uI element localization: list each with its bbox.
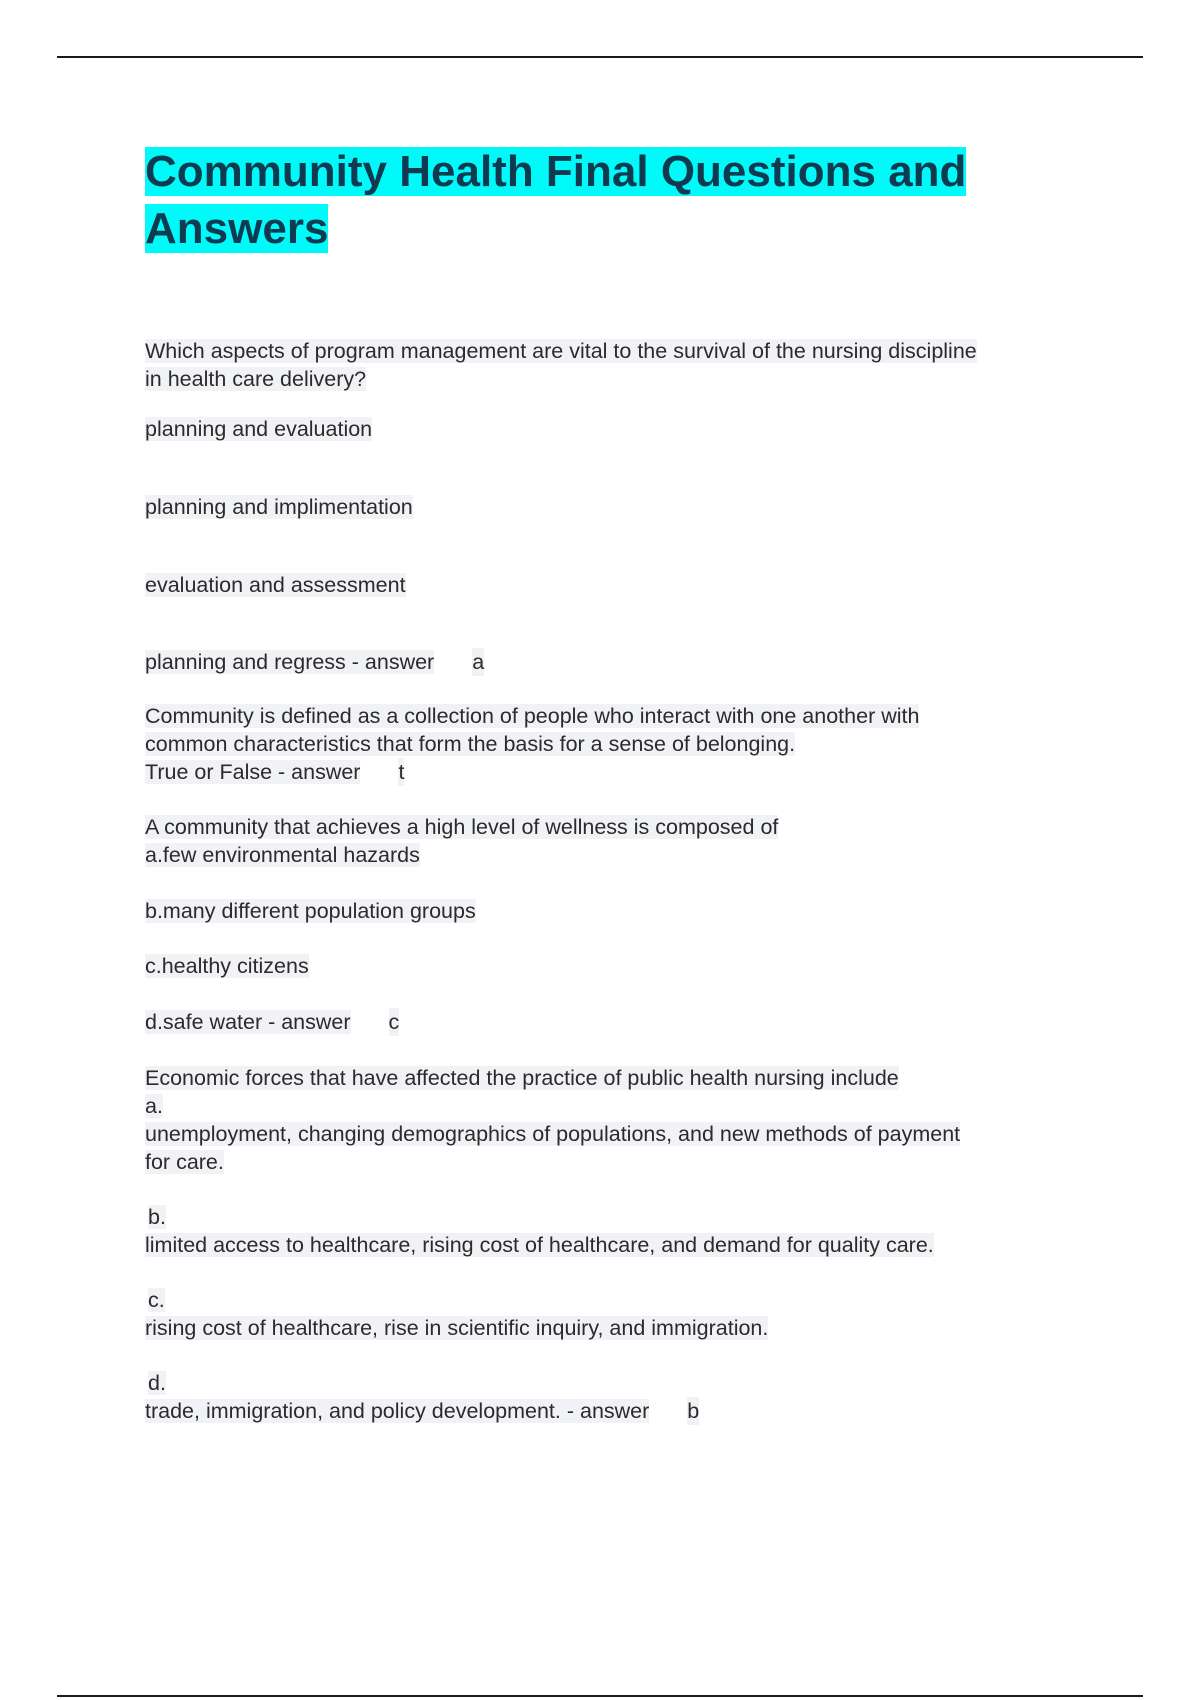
question-3-option-b: b.many different population groups — [145, 899, 476, 923]
question-4-option-b-letter: b. — [148, 1205, 166, 1229]
question-4-option-c-text: rising cost of healthcare, rise in scientific inquiry, and immigration. — [145, 1316, 769, 1340]
question-4 — [145, 1064, 1085, 1425]
question-1-option-1: planning and evaluation — [145, 417, 373, 441]
question-4-option-b-text: limited access to healthcare, rising cost of healthcare, and demand for quality care. — [145, 1233, 934, 1257]
question-2-prompt-line-2: common characteristics that form the basis for a sense of belonging. — [145, 732, 796, 756]
question-4-option-d-letter: d. — [148, 1371, 166, 1395]
question-4-last-option: trade, immigration, and policy development. - answer — [145, 1399, 650, 1423]
question-1-prompt-line-1: Which aspects of program management are vital to the survival of the nursing discipline — [145, 339, 977, 363]
question-2-prompt-line-1: Community is defined as a collection of people who interact with one another with — [145, 704, 920, 728]
question-1-answer: a — [472, 650, 485, 674]
question-4-answer: b — [687, 1399, 700, 1423]
question-1 — [145, 337, 1085, 676]
bottom-rule — [57, 1695, 1143, 1697]
question-2-last-option: True or False - answer — [145, 760, 361, 784]
question-4-prompt-line-2: a. — [145, 1094, 163, 1118]
top-rule — [57, 56, 1143, 58]
question-1-prompt-line-2: in health care delivery? — [145, 367, 367, 391]
document-body — [145, 337, 1085, 1425]
question-3-last-option: d.safe water - answer — [145, 1010, 351, 1034]
question-3-option-c: c.healthy citizens — [145, 954, 309, 978]
page-title — [145, 143, 1065, 257]
question-3-prompt-line-1: A community that achieves a high level of wellness is composed of — [145, 815, 779, 839]
question-3 — [145, 813, 1085, 1036]
question-2-answer: t — [398, 760, 405, 784]
question-1-option-3: evaluation and assessment — [145, 573, 406, 597]
title-highlight: Community Health Final Questions and Answers — [145, 147, 967, 253]
question-2 — [145, 702, 1085, 786]
question-4-prompt-line-4: for care. — [145, 1150, 224, 1174]
question-1-option-2: planning and implimentation — [145, 495, 413, 519]
question-4-option-c-letter: c. — [148, 1288, 165, 1312]
question-4-prompt-line-1: Economic forces that have affected the practice of public health nursing include — [145, 1066, 899, 1090]
question-4-prompt-line-3: unemployment, changing demographics of populations, and new methods of payment — [145, 1122, 961, 1146]
question-3-answer: c — [388, 1010, 400, 1034]
question-1-last-option: planning and regress - answer — [145, 650, 435, 674]
question-3-prompt-line-2: a.few environmental hazards — [145, 843, 420, 867]
